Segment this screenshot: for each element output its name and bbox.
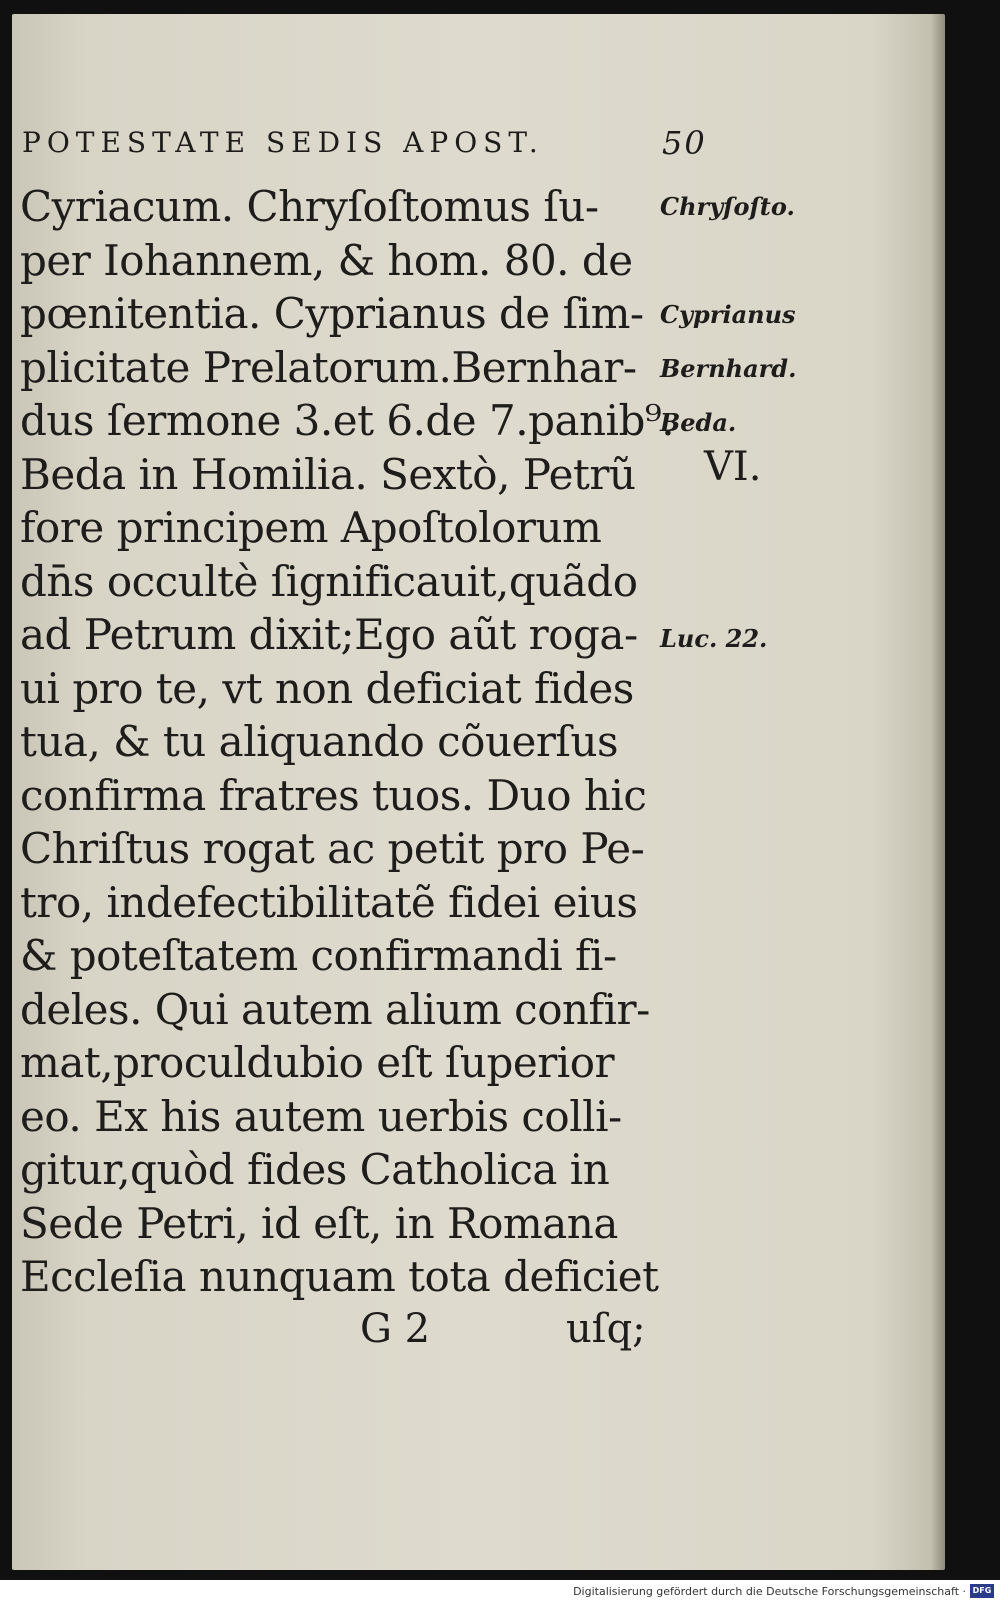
dfg-logo: DFG (970, 1584, 994, 1598)
text-line: dus ſermone 3.et 6.de 7.panib⁹. (20, 396, 675, 445)
text-line: deles. Qui autem alium confir- (20, 984, 650, 1034)
running-head (22, 118, 707, 168)
marginal-note-bernhard: Bernhard. (660, 354, 797, 383)
text-line: Cyriacum. Chryſoſtomus ſu- (20, 182, 599, 231)
text-line: eo. Ex his autem uerbis colli- (20, 1091, 622, 1141)
text-line: confirma fratres tuos. Duo hic (20, 770, 647, 820)
text-line: ui pro te, vt non deficiat fides (20, 663, 634, 713)
body-text (20, 180, 675, 1304)
text-line: gitur,quòd fides Catholica in (20, 1145, 610, 1194)
text-line: dn̄s occultè ſignificauit,quãdo (20, 556, 638, 606)
footer-credit: Digitalisierung gefördert durch die Deutsche Forschungsgemeinschaft · (573, 1585, 966, 1598)
marginal-note-chrysostom: Chryſoſto. (660, 192, 795, 221)
digitization-footer (0, 1580, 1000, 1603)
text-line: per Iohannem, & hom. 80. de (20, 235, 633, 285)
marginal-note-cyprian: Cyprianus (660, 300, 796, 329)
text-line: & poteſtatem confirmandi fi- (20, 931, 617, 980)
folio-number: 50 (662, 124, 707, 162)
page-gutter-shadow (931, 14, 945, 1570)
text-line: ad Petrum dixit;Ego aũt roga- (20, 610, 638, 659)
text-line: pœnitentia. Cyprianus de ſim- (20, 289, 644, 338)
text-line: Chriſtus rogat ac petit pro Pe- (20, 824, 645, 873)
text-line: Eccleſia nunquam tota deficiet (20, 1252, 659, 1301)
catchword: uſq; (566, 1306, 646, 1352)
text-line: mat,proculdubio eſt ſuperior (20, 1038, 615, 1087)
text-line: Sede Petri, id eſt, in Romana (20, 1198, 618, 1248)
marginal-note-numeral: VI. (704, 444, 762, 490)
signature-line (20, 1300, 660, 1360)
marginal-note-beda: Beda. (660, 408, 737, 437)
signature-mark: G 2 (360, 1306, 431, 1352)
running-title: POTESTATE SEDIS APOST. (22, 126, 544, 159)
text-line: Beda in Homilia. Sextò, Petrũ (20, 449, 636, 499)
text-line: plicitate Prelatorum.Bernhar- (20, 342, 637, 392)
text-line: fore principem Apoſtolorum (20, 503, 602, 552)
text-line: tua, & tu aliquando cõuerſus (20, 717, 619, 766)
marginal-note-luke: Luc. 22. (660, 624, 768, 653)
text-line: tro, indefectibilitatẽ fidei eius (20, 877, 638, 927)
